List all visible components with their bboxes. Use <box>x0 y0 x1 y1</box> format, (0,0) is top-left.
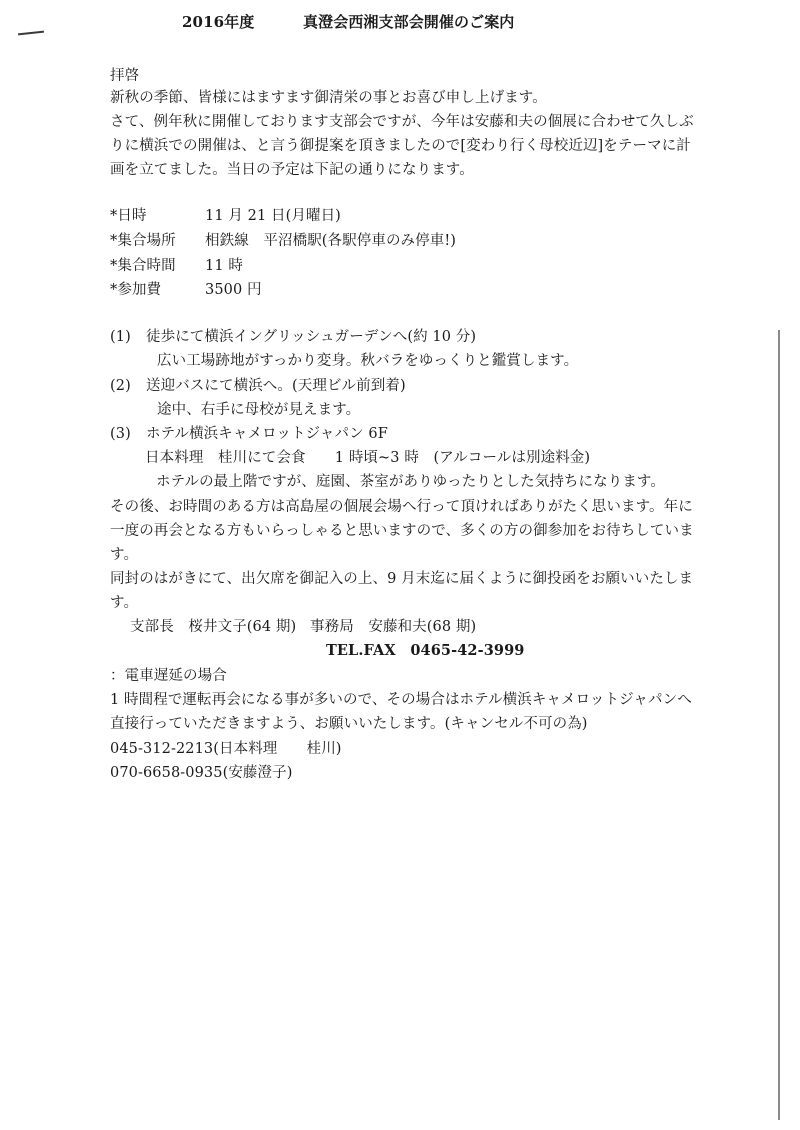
delay-phone-2: 070-6658-0935(安藤澄子) <box>110 765 293 781</box>
closing-line-5: す。 <box>110 595 139 611</box>
scan-edge-right <box>778 330 780 1120</box>
schedule-num-2: (2) <box>110 378 131 394</box>
delay-line-2: 直接行っていただきますよう、お願いいたします。(キャンセル不可の為) <box>110 716 588 732</box>
detail-label-time: *集合時間 <box>110 258 176 274</box>
detail-value-fee: 3500 円 <box>205 282 262 298</box>
schedule-title-2: 送迎バスにて横浜へ。(天理ビル前到着) <box>146 378 406 394</box>
signature-branch-head: 支部長 桜井文子(64 期) <box>130 619 297 635</box>
intro-line-4: 画を立てました。当日の予定は下記の通りになります。 <box>110 162 474 178</box>
schedule-note-3a: 日本料理 桂川にて会食 1 時頃~3 時 (アルコールは別途料金) <box>145 450 591 466</box>
detail-value-date: 11 月 21 日(月曜日) <box>205 208 341 224</box>
schedule-num-3: (3) <box>110 426 131 442</box>
greeting: 拝啓 <box>110 68 140 84</box>
delay-line-1: 1 時間程で運転再会になる事が多いので、その場合はホテル横浜キャメロットジャパンへ <box>110 692 692 708</box>
detail-label-date: *日時 <box>110 208 147 224</box>
closing-line-1: その後、お時間のある方は高島屋の個展会場へ行って頂ければありがたく思います。年に <box>110 499 693 515</box>
intro-line-3: りに横浜での開催は、と言う御提案を頂きましたので[変わり行く母校近辺]をテーマに計 <box>110 138 691 154</box>
page-title: 真澄会西湘支部会開催のご案内 <box>303 13 515 31</box>
scan-mark-top-left <box>18 31 44 36</box>
delay-phone-1: 045-312-2213(日本料理 桂川) <box>110 741 342 757</box>
intro-line-1: 新秋の季節、皆様にはますます御清栄の事とお喜び申し上げます。 <box>110 90 547 106</box>
schedule-note-2: 途中、右手に母校が見えます。 <box>157 402 361 418</box>
signature-contact: TEL.FAX 0465-42-3999 <box>326 642 525 659</box>
schedule-title-1: 徒歩にて横浜イングリッシュガーデンへ(約 10 分) <box>146 329 477 345</box>
closing-line-4: 同封のはがきにて、出欠席を御記入の上、9 月末迄に届くように御投函をお願いいたしま <box>110 571 694 587</box>
detail-value-time: 11 時 <box>205 258 243 274</box>
schedule-title-3: ホテル横浜キャメロットジャパン 6F <box>146 426 388 442</box>
schedule-note-1: 広い工場跡地がすっかり変身。秋バラをゆっくりと鑑賞します。 <box>157 353 579 369</box>
delay-heading: ：電車遅延の場合 <box>110 668 227 684</box>
detail-label-place: *集合場所 <box>110 233 176 249</box>
schedule-num-1: (1) <box>110 329 131 345</box>
header-year: 2016年度 <box>182 13 255 31</box>
signature-secretary: 事務局 安藤和夫(68 期) <box>310 619 477 635</box>
closing-line-3: す。 <box>110 547 139 563</box>
detail-value-place: 相鉄線 平沼橋駅(各駅停車のみ停車!) <box>205 233 457 249</box>
closing-line-2: 一度の再会となる方もいらっしゃると思いますので、多くの方の御参加をお待ちしていま <box>110 523 694 539</box>
intro-line-2: さて、例年秋に開催しております支部会ですが、今年は安藤和夫の個展に合わせて久しぶ <box>110 114 694 130</box>
detail-label-fee: *参加費 <box>110 282 162 298</box>
schedule-note-3b: ホテルの最上階ですが、庭園、茶室がありゆったりとした気持ちになります。 <box>156 474 665 490</box>
